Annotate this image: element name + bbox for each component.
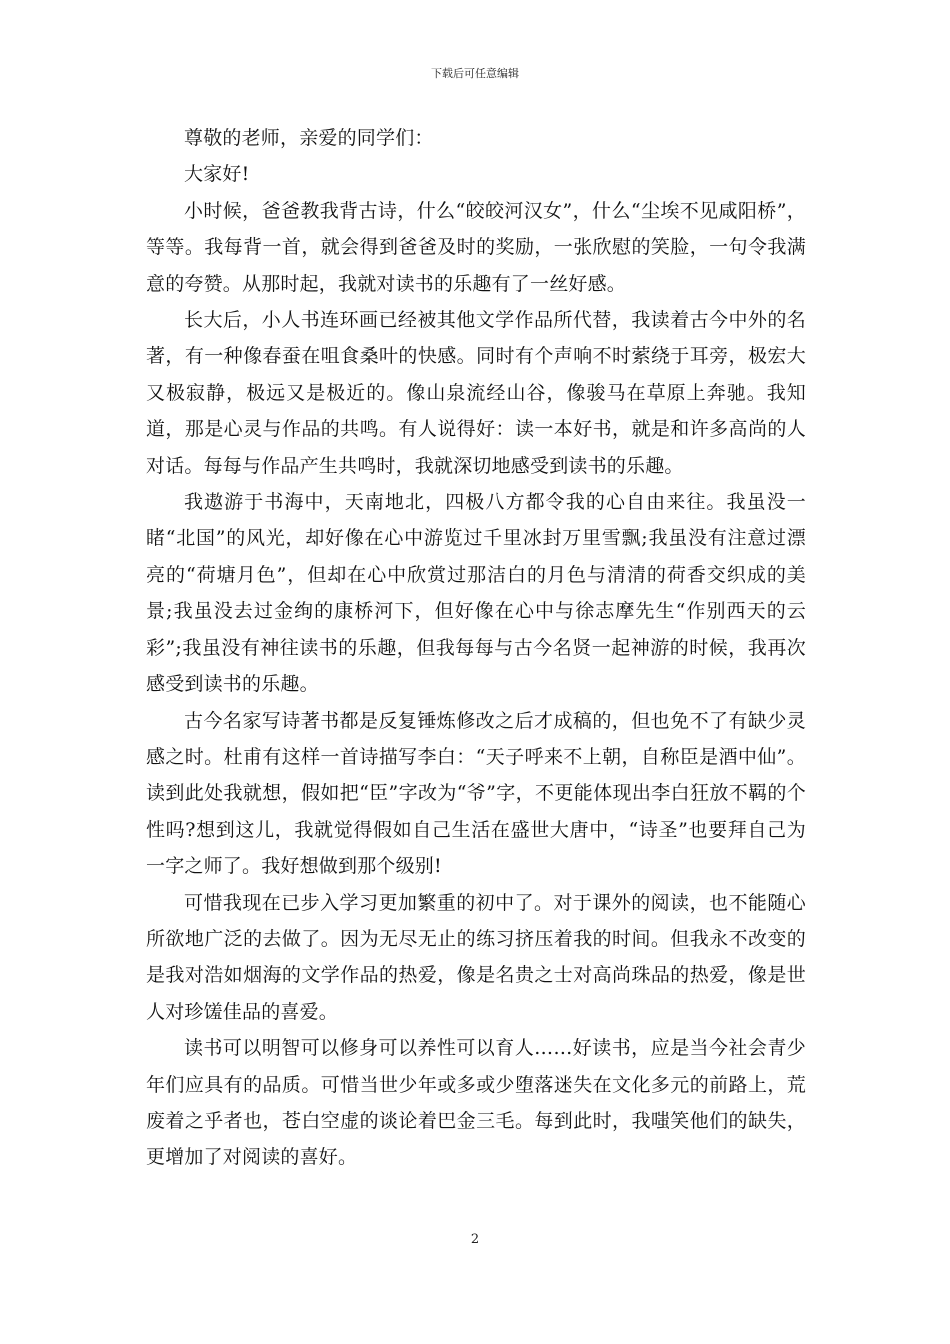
greeting: 大家好! bbox=[184, 163, 250, 186]
paragraph-poetry: 古今名家写诗著书都是反复锤炼修改之后才成稿的，但也免不了有缺少灵感之时。杜甫有这样一首诗描写李白：“天子呼来不上朝，自称臣是酒中仙”。读到此处我就想，假如把“臣”字改为“爷”字，不更能体现出李白狂放不羁的个性吗?想到这儿，我就觉得假如自己生活在盛世大唐中，“诗圣”也要拜自己为一字之师了。我好想做到那个级别! bbox=[146, 709, 806, 878]
salutation: 尊敬的老师，亲爱的同学们： bbox=[184, 127, 434, 149]
paragraph-growing-up: 长大后，小人书连环画已经被其他文学作品所代替，我读着古今中外的名著，有一种像春蚕在咀食桑叶的快感。同时有个声响不时萦绕于耳旁，极宏大又极寂静，极远又是极近的。像山泉流经山谷，像骏马在草原上奔驰。我知道，那是心灵与作品的共鸣。有人说得好：读一本好书，就是和许多高尚的人对话。每每与作品产生共鸣时，我就深切地感受到读书的乐趣。 bbox=[146, 309, 806, 477]
document-body bbox=[146, 120, 806, 1176]
paragraph-junior-high: 可惜我现在已步入学习更加繁重的初中了。对于课外的阅读，也不能随心所欲地广泛的去做了。因为无尽无止的练习挤压着我的时间。但我永不改变的是我对浩如烟海的文学作品的热爱，像是名贵之士对高尚珠品的热爱，像是世人对珍馐佳品的喜爱。 bbox=[146, 891, 806, 1023]
page-number: 2 bbox=[470, 1232, 480, 1247]
paragraph-childhood: 小时候，爸爸教我背古诗，什么“皎皎河汉女”，什么“尘埃不见咸阳桥”，等等。我每背一首，就会得到爸爸及时的奖励，一张欣慰的笑脸，一句令我满意的夸赞。从那时起，我就对读书的乐趣有了一丝好感。 bbox=[146, 199, 806, 295]
paragraph-book-sea: 我遨游于书海中，天南地北，四极八方都令我的心自由来往。我虽没一睹“北国”的风光，却好像在心中游览过千里冰封万里雪飘;我虽没有注意过漂亮的“荷塘月色”，但却在心中欣赏过那洁白的月色与清清的荷香交织成的美景;我虽没去过金绚的康桥河下，但好像在心中与徐志摩先生“作别西天的云彩”;我虽没有神往读书的乐趣，但我每每与古今名贤一起神游的时候，我再次感受到读书的乐趣。 bbox=[146, 491, 806, 696]
paragraph-conclusion: 读书可以明智可以修身可以养性可以育人……好读书，应是当今社会青少年们应具有的品质。可惜当世少年或多或少堕落迷失在文化多元的前路上，荒废着之乎者也，苍白空虚的谈论着巴金三毛。每到此时，我嗤笑他们的缺失，更增加了对阅读的喜好。 bbox=[146, 1037, 806, 1169]
page-header: 下载后可任意编辑 bbox=[431, 67, 519, 80]
